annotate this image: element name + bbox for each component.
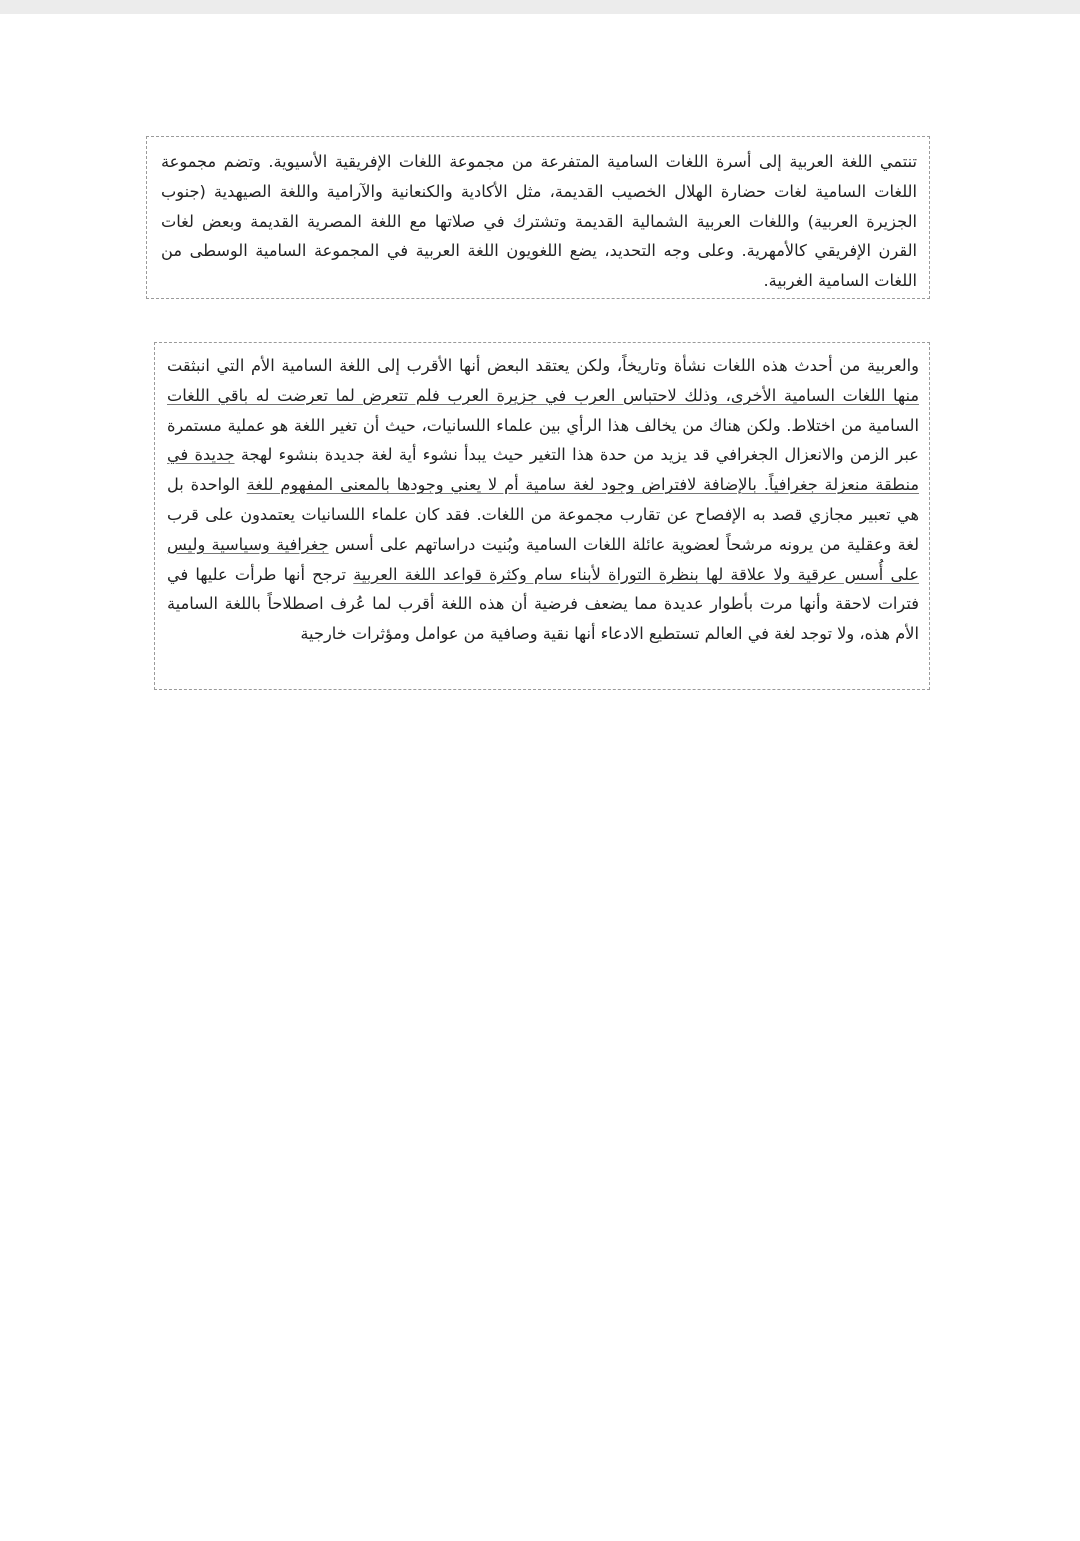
paragraph-first: تنتمي اللغة العربية إلى أسرة اللغات السامية المتفرعة من مجموعة اللغات الإفريقية الأسيوية. وتضم مجموعة اللغات السامية لغات حضارة الهلال الخصيب القديمة، مثل الأكادية والكنعانية والآرامية واللغة الصيهدية (جنوب الجزيرة العربية) واللغات العربية الشمالية القديمة وتشترك في صلاتها مع اللغة المصرية القديمة وبعض لغات القرن الإفريقي كالأمهرية. وعلى وجه التحديد، يضع اللغويون اللغة العربية في المجموعة السامية الوسطى من اللغات السامية الغربية. — [161, 152, 917, 291]
paragraph-second-part-2: منها اللغات السامية الأخرى، وذلك لاحتباس العرب في جزيرة العرب فلم تتعرض لما تعرضت له باقي اللغات — [167, 385, 919, 405]
text-box-second[interactable] — [154, 342, 930, 690]
text-box-first[interactable] — [146, 136, 930, 299]
paragraph-second-part-3: السامية من اختلاط. ولكن هناك من يخالف هذا الرأي بين علماء اللسانيات، حيث أن تغير اللغة هو عملية مستمرة عبر الزمن والانعزال الجغرافي قد يزيد من حدة هذا التغير حيث يبدأ نشوء أية لغة جديدة بنشوء لهجة — [167, 415, 919, 465]
paragraph-second — [167, 351, 919, 649]
paragraph-second-part-6: جغرافية وسياسية وليس على أُسس عرقية ولا علاقة لها بنظرة التوراة لأبناء سام وكثرة قواعد اللغة العربية — [167, 534, 919, 584]
document-page — [0, 14, 1080, 1541]
top-strip — [0, 0, 1080, 14]
paragraph-second-part-7: ترجح أنها طرأت عليها في فترات لاحقة وأنها مرت بأطوار عديدة مما يضعف فرضية أن هذه اللغة أقرب لما عُرف اصطلاحاً باللغة السامية الأم هذه، ولا توجد لغة في العالم تستطيع الادعاء أنها نقية وصافية من عوامل ومؤثرات خارجية — [167, 564, 919, 644]
paragraph-second-part-5: الواحدة بل هي تعبير مجازي قصد به الإفصاح عن تقارب مجموعة من اللغات. فقد كان علماء اللسانيات يعتمدون على قرب لغة وعقلية من يرونه مرشحاً لعضوية عائلة اللغات السامية وبُنيت دراساتهم على أسس — [167, 475, 920, 554]
paragraph-second-part-4: جديدة في منطقة منعزلة جغرافياً. بالإضافة لافتراض وجود لغة سامية أم لا يعني وجودها بالمعنى المفهوم للغة — [167, 445, 920, 495]
paragraph-second-part-1: والعربية من أحدث هذه اللغات نشأة وتاريخاً، ولكن يعتقد البعض أنها الأقرب إلى اللغة السامية الأم التي انبثقت — [167, 356, 919, 375]
